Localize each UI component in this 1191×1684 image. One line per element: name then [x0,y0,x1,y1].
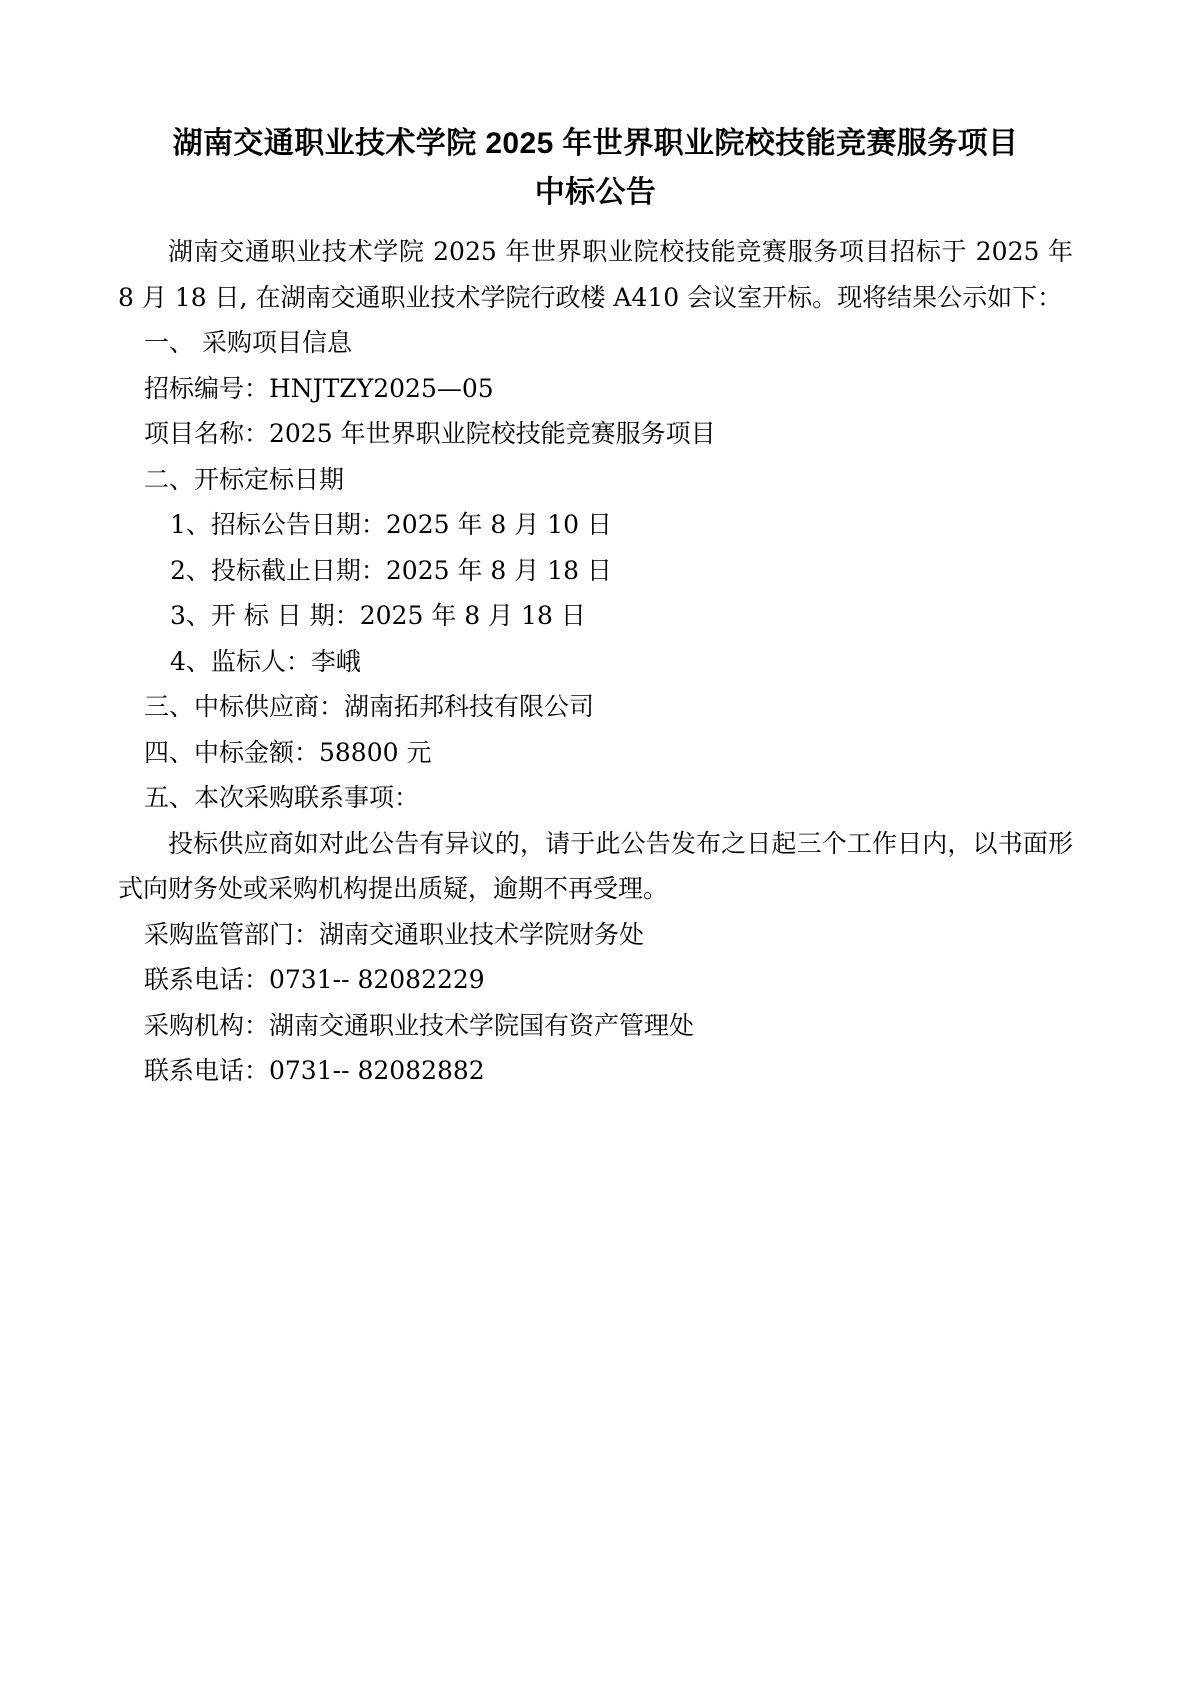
document-body [118,229,1073,1094]
section-heading-4: 四、中标金额：58800 元 [144,737,432,767]
section-heading-5: 五、本次采购联系事项： [144,783,420,813]
section-2-item-2: 2、投标截止日期：2025 年 8 月 18 日 [170,555,612,585]
contact-supervisory-department: 采购监管部门：湖南交通职业技术学院财务处 [144,919,645,949]
page-title-line-2: 中标公告 [534,175,657,209]
contact-phone-supervisory: 联系电话：0731-- 82082229 [144,965,485,995]
intro-paragraph: 湖南交通职业技术学院 2025 年世界职业院校技能竞赛服务项目招标于 2025 年 8 月 18 日, 在湖南交通职业技术学院行政楼 A410 会议室开标。现将结果公示如下： [118,237,1073,312]
page-title-line-1: 湖南交通职业技术学院 2025 年世界职业院校技能竞赛服务项目 [172,127,1019,160]
section-1-item-2: 项目名称：2025 年世界职业院校技能竞赛服务项目 [144,419,716,449]
section-2-item-1: 1、招标公告日期：2025 年 8 月 10 日 [170,510,612,540]
section-2-item-4: 4、监标人：李峨 [170,646,361,676]
contact-phone-agency: 联系电话：0731-- 82082882 [144,1056,485,1086]
section-heading-2: 二、开标定标日期 [144,464,345,494]
section-heading-1: 一、 采购项目信息 [144,328,352,358]
dispute-notice-paragraph: 投标供应商如对此公告有异议的，请于此公告发布之日起三个工作日内，以书面形式向财务处或采购机构提出质疑，逾期不再受理。 [118,828,1073,904]
section-1-item-1: 招标编号：HNJTZY2025—05 [144,373,494,403]
section-heading-3: 三、中标供应商：湖南拓邦科技有限公司 [144,692,595,722]
section-2-item-3: 3、开 标 日 期：2025 年 8 月 18 日 [170,601,586,631]
contact-procurement-agency: 采购机构：湖南交通职业技术学院国有资产管理处 [144,1010,695,1040]
page-title [118,120,1073,217]
